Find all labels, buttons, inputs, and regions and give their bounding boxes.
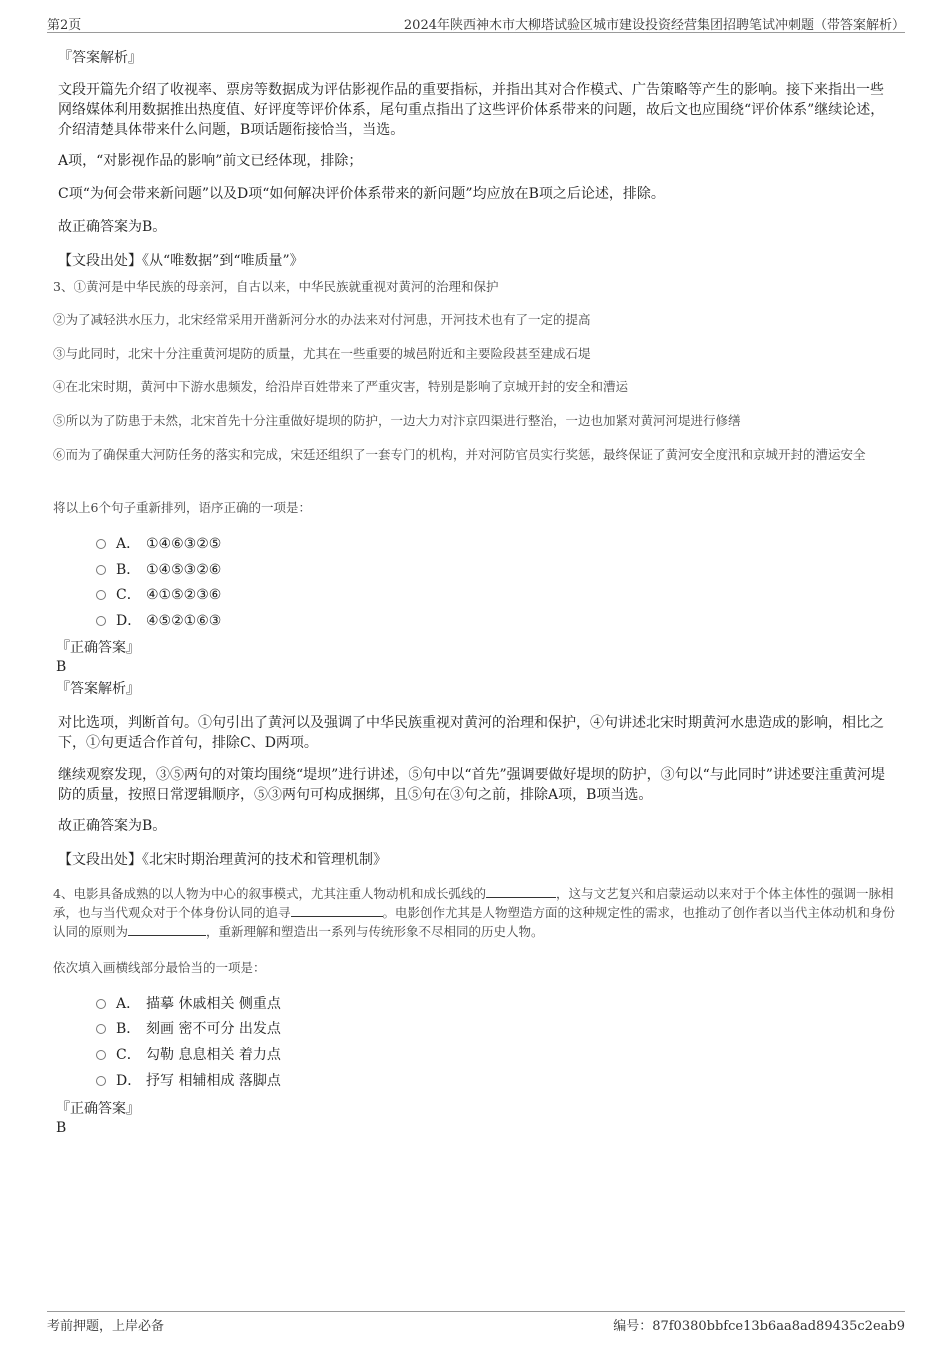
page-number: 第2页 [47,18,82,33]
radio-icon[interactable] [96,1076,106,1086]
q4-option-c[interactable] [96,1045,281,1065]
option-letter: D． [116,1073,142,1089]
q4-answer-heading: 『正确答案』 [56,1101,140,1117]
code-label: 编号： [613,1319,653,1334]
q2-explain-conclusion: 故正确答案为B。 [58,219,167,235]
q3-sentence-5: ⑤所以为了防患于未然，北宋首先十分注重做好堤坝的防护，一边大力对汴京四渠进行整治，一边也加紧对黄河河堤进行修缮 [53,413,741,428]
q3-explain-conclusion: 故正确答案为B。 [58,818,167,834]
option-text: ④①⑤②③⑥ [146,587,222,603]
option-letter: D． [116,613,142,629]
q2-explain-paragraph-3: C项“为何会带来新问题”以及D项“如何解决评价体系带来的新问题”均应放在B项之后论述，排除。 [58,186,665,202]
radio-icon[interactable] [96,1050,106,1060]
document-title: 2024年陕西神木市大柳塔试验区城市建设投资经营集团招聘笔试冲刺题（带答案解析） [403,18,905,33]
q3-answer-heading: 『正确答案』 [56,640,140,656]
radio-icon[interactable] [96,539,106,549]
footer-slogan: 考前押题，上岸必备 [47,1319,165,1334]
radio-icon[interactable] [96,590,106,600]
q4-answer: B [56,1120,67,1136]
option-text: ④⑤②①⑥③ [146,613,222,629]
q3-option-d[interactable] [96,611,221,631]
code-value: 87f0380bbfce13b6aa8ad89435c2eab9 [652,1319,905,1334]
option-text: 勾勒 息息相关 着力点 [146,1047,281,1063]
page-footer [47,1311,905,1332]
q3-sentence-2: ②为了减轻洪水压力，北宋经常采用开凿新河分水的办法来对付河患，开河技术也有了一定的提高 [53,312,591,327]
option-letter: C． [116,587,141,603]
q2-explain-paragraph-1: 文段开篇先介绍了收视率、票房等数据成为评估影视作品的重要指标，并指出其对合作模式、广告策略等产生的影响。接下来指出一些网络媒体利用数据推出热度值、好评度等评价体系，尾句重点指出了这些评价体系带来的问题，故后文也应围绕“评价体系”继续论述，介绍清楚具体带来什么问题，B项话题衔接恰当，当选。 [58,82,885,138]
fill-blank-2 [291,904,383,917]
q3-sentence-4: ④在北宋时期，黄河中下游水患频发，给沿岸百姓带来了严重灾害，特别是影响了京城开封的安全和漕运 [53,379,629,394]
option-letter: B． [116,562,141,578]
option-letter: B． [116,1021,141,1037]
radio-icon[interactable] [96,1024,106,1034]
q3-sentence-1: 3、①黄河是中华民族的母亲河，自古以来，中华民族就重视对黄河的治理和保护 [53,279,499,294]
q3-prompt: 将以上6个句子重新排列，语序正确的一项是： [53,500,311,515]
fill-blank-1 [486,885,556,898]
q2-explain-heading: 『答案解析』 [58,50,142,66]
option-text: ①④⑥③②⑤ [146,536,222,552]
radio-icon[interactable] [96,616,106,626]
q4-stem-part-4: ，重新理解和塑造出一系列与传统形象不尽相同的历史人物。 [206,924,544,939]
q4-stem-part-3: 。电影创作尤其是人物塑造方面的这种规定性的需求，也推动了创作者以当代主体动机和身份认同的原则为 [53,905,896,939]
q2-source: 【文段出处】《从“唯数据”到“唯质量”》 [58,253,304,269]
q3-explain-paragraph-2: 继续观察发现，③⑤两句的对策均围绕“堤坝”进行讲述，⑤句中以“首先”强调要做好堤坝的防护，③句以“与此同时”讲述要注重黄河堤防的质量，按照日常逻辑顺序，⑤③两句可构成捆绑，且⑤句在③句之前，排除A项，B项当选。 [58,767,885,803]
q4-option-a[interactable] [96,994,281,1014]
document-code [613,1315,905,1334]
option-letter: A． [116,536,141,552]
q3-explain-paragraph-1: 对比选项，判断首句。①句引出了黄河以及强调了中华民族重视对黄河的治理和保护，④句讲述北宋时期黄河水患造成的影响，相比之下，①句更适合作首句，排除C、D两项。 [58,715,884,751]
option-text: 刻画 密不可分 出发点 [146,1021,281,1037]
q3-option-b[interactable] [96,560,221,580]
page-header [47,14,905,33]
radio-icon[interactable] [96,565,106,575]
fill-blank-3 [128,923,206,936]
q4-stem-part-2: ，这与文艺复兴和启蒙运动以来对于个体主体性的强调一脉相承，也与当代观众对于个体身份认同的追寻 [53,886,894,920]
radio-icon[interactable] [96,999,106,1009]
q3-explain-heading: 『答案解析』 [56,681,140,697]
q3-answer: B [56,659,67,675]
q4-option-d[interactable] [96,1071,281,1091]
q3-option-a[interactable] [96,534,221,554]
option-text: 抒写 相辅相成 落脚点 [146,1073,281,1089]
q4-stem [53,884,901,941]
q3-sentence-3: ③与此同时，北宋十分注重黄河堤防的质量，尤其在一些重要的城邑附近和主要险段甚至建成石堤 [53,346,591,361]
option-letter: A． [116,996,141,1012]
option-text: 描摹 休戚相关 侧重点 [146,996,281,1012]
q4-stem-part-1: 4、电影具备成熟的以人物为中心的叙事模式，尤其注重人物动机和成长弧线的 [53,886,486,901]
q4-prompt: 依次填入画横线部分最恰当的一项是： [53,960,266,975]
q3-option-c[interactable] [96,585,221,605]
option-text: ①④⑤③②⑥ [146,562,222,578]
q3-source: 【文段出处】《北宋时期治理黄河的技术和管理机制》 [58,852,387,868]
q3-sentence-6: ⑥而为了确保重大河防任务的落实和完成，宋廷还组织了一套专门的机构，并对河防官员实行奖惩，最终保证了黄河安全度汛和京城开封的漕运安全 [53,447,866,462]
option-letter: C． [116,1047,141,1063]
q4-option-b[interactable] [96,1019,281,1039]
q2-explain-paragraph-2: A项，“对影视作品的影响”前文已经体现，排除； [58,153,363,169]
